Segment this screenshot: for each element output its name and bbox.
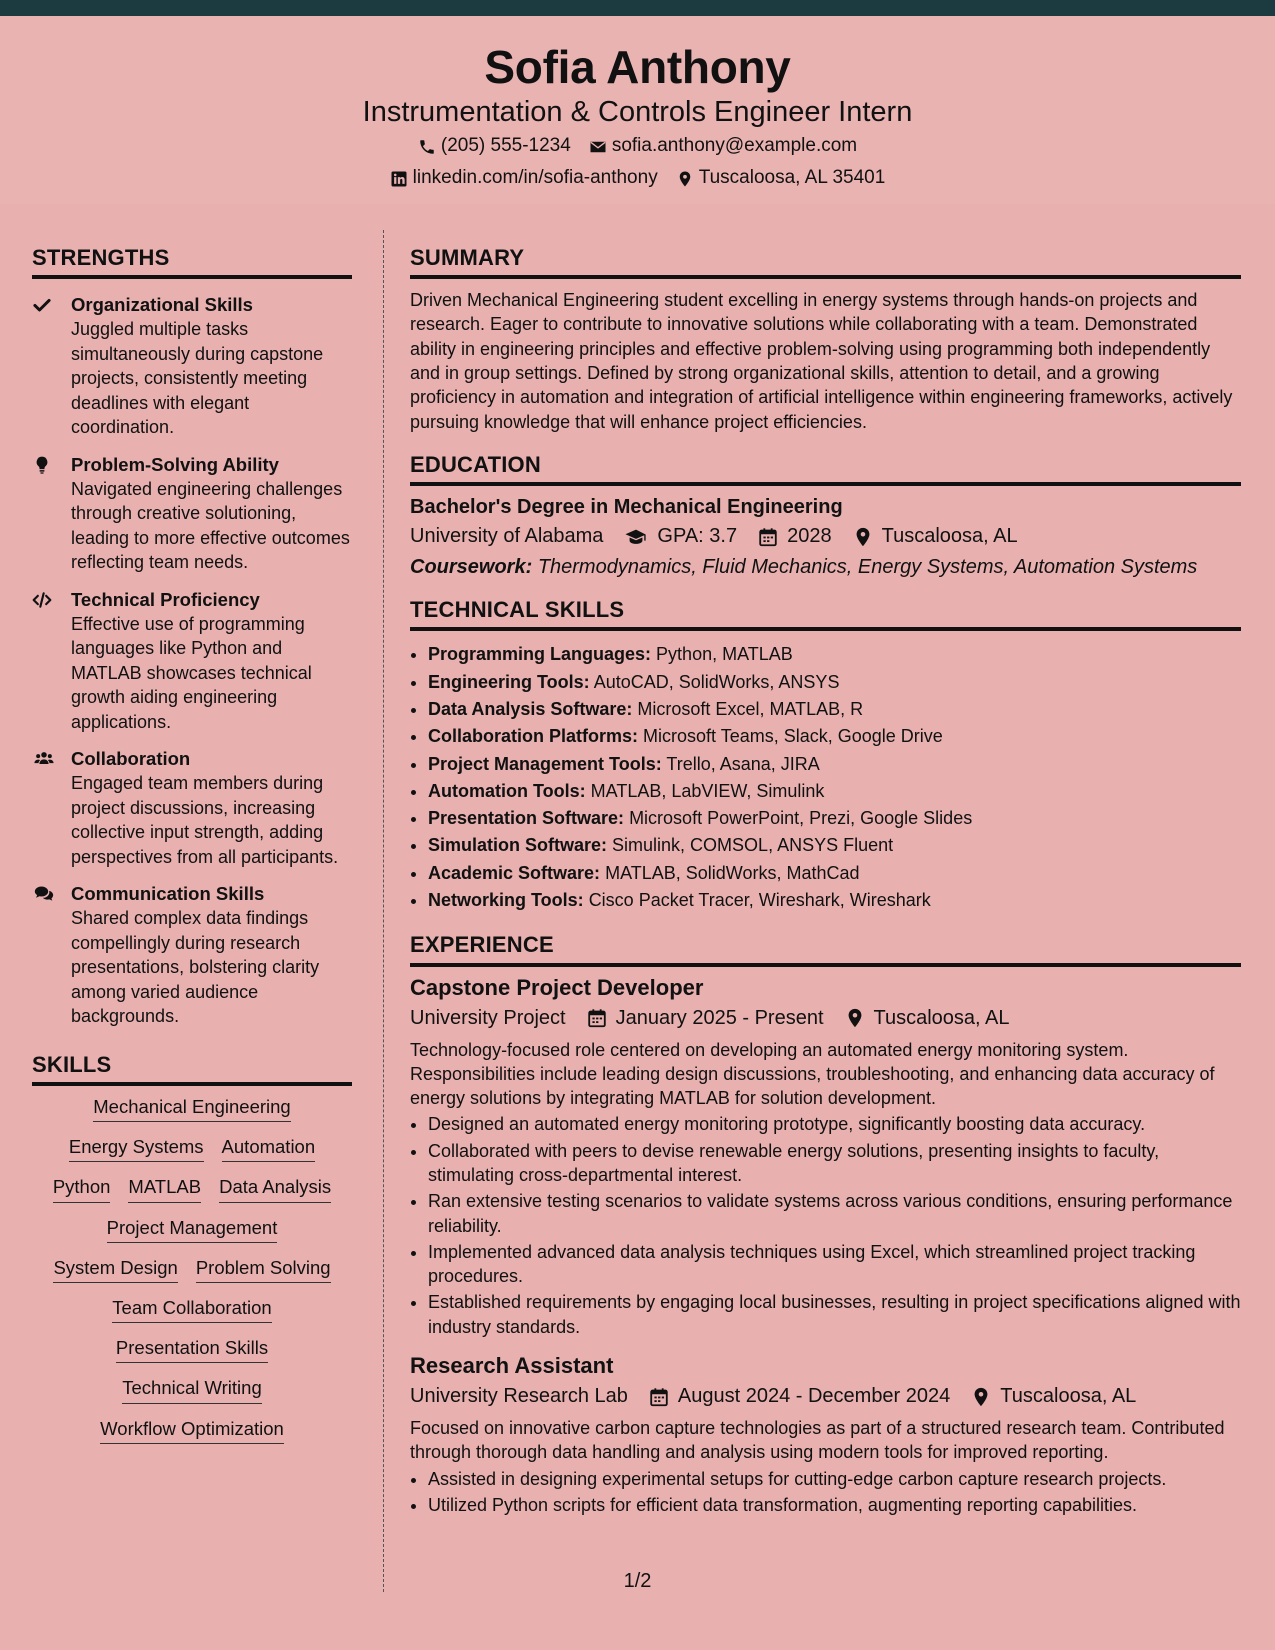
skill-tags: [32, 1096, 352, 1444]
candidate-title: Instrumentation & Controls Engineer Intern: [362, 95, 913, 128]
skill-tag: Problem Solving: [196, 1257, 331, 1283]
list-item: • Designed an automated energy monitoring prototype, significantly boosting data accuracy.: [428, 1112, 1241, 1136]
job-org: University Project: [410, 1006, 566, 1029]
candidate-name: Sofia Anthony: [484, 41, 791, 93]
calendar-icon: [586, 1007, 608, 1029]
list-item: • Academic Software: MATLAB, SolidWorks, MathCad: [428, 860, 1241, 887]
location-text: Tuscaloosa, AL 35401: [698, 167, 886, 189]
list-item: • Implemented advanced data analysis techniques using Excel, which streamlined project tracking procedures.: [428, 1240, 1241, 1289]
technical-skills-list: [410, 641, 1241, 914]
resume-header: [0, 16, 1275, 204]
list-item: • Project Management Tools: Trello, Asana, JIRA: [428, 751, 1241, 778]
strength-title: Technical Proficiency: [71, 588, 260, 610]
technical-skills-section: [410, 598, 1241, 914]
job-title: Research Assistant: [410, 1353, 614, 1379]
skill-tag: Data Analysis: [219, 1176, 331, 1202]
list-item: • Networking Tools: Cisco Packet Tracer, Wireshark, Wireshark: [428, 887, 1241, 914]
skill-tag: Mechanical Engineering: [93, 1096, 290, 1122]
grad-year: 2028: [787, 525, 832, 548]
map-pin-icon: [852, 526, 874, 548]
linkedin-icon: [390, 170, 408, 188]
strength-title: Communication Skills: [71, 883, 265, 905]
list-item: • Assisted in designing experimental setups for cutting-edge carbon capture research projects.: [428, 1467, 1241, 1491]
strength-item: [32, 882, 352, 1029]
phone-text: (205) 555-1234: [440, 135, 571, 157]
skill-tag: Energy Systems: [69, 1136, 204, 1162]
education-section: [410, 453, 1241, 579]
coursework-list: Thermodynamics, Fluid Mechanics, Energy Systems, Automation Systems: [537, 556, 1198, 579]
education-heading: EDUCATION: [410, 453, 1241, 486]
contact-row-1: [0, 135, 1275, 158]
skill-tag: Python: [53, 1176, 111, 1202]
strength-item: [32, 293, 352, 440]
list-item: • Automation Tools: MATLAB, LabVIEW, Simulink: [428, 778, 1241, 805]
page-number: 1/2: [623, 1570, 652, 1592]
list-item: • Collaboration Platforms: Microsoft Teams, Slack, Google Drive: [428, 723, 1241, 750]
skills-section: [32, 1053, 352, 1444]
calendar-icon: [757, 526, 779, 548]
location-contact: [676, 167, 886, 190]
comments-icon: [32, 884, 56, 904]
email-contact[interactable]: [589, 135, 857, 158]
list-item: • Engineering Tools: AutoCAD, SolidWorks, ANSYS: [428, 669, 1241, 696]
list-item: • Programming Languages: Python, MATLAB: [428, 641, 1241, 668]
strength-text: Navigated engineering challenges through creative solutioning, leading to more effective outcomes reflecting team needs.: [71, 478, 350, 573]
code-icon: [32, 590, 52, 610]
top-accent-bar: [0, 0, 1275, 16]
skill-tag: Technical Writing: [122, 1377, 262, 1403]
education-location: Tuscaloosa, AL: [881, 525, 1018, 548]
envelope-icon: [589, 138, 607, 156]
strengths-heading: STRENGTHS: [32, 246, 352, 279]
job-bullets: [410, 1467, 1241, 1518]
column-divider: [383, 230, 384, 1592]
strength-item: [32, 588, 352, 735]
right-column: [410, 246, 1241, 1517]
job-meta: [410, 1385, 1241, 1408]
check-icon: [32, 295, 52, 315]
strength-text: Engaged team members during project discussions, increasing collective input strength, adding perspectives from all participants.: [71, 773, 339, 867]
list-item: • Ran extensive testing scenarios to validate systems across various conditions, ensuring performance reliability.: [428, 1189, 1241, 1238]
linkedin-contact[interactable]: [390, 167, 658, 190]
skill-tag: Team Collaboration: [112, 1297, 271, 1323]
strength-title: Problem-Solving Ability: [71, 453, 279, 475]
phone-icon: [418, 138, 436, 156]
list-item: • Simulation Software: Simulink, COMSOL, ANSYS Fluent: [428, 832, 1241, 859]
strength-text: Juggled multiple tasks simultaneously during capstone projects, consistently meeting deadlines with elegant coordination.: [71, 319, 324, 438]
job-entry: [410, 975, 1241, 1340]
job-location: Tuscaloosa, AL: [1000, 1385, 1137, 1408]
strength-title: Collaboration: [71, 748, 191, 770]
job-location: Tuscaloosa, AL: [873, 1006, 1010, 1029]
degree-title: Bachelor's Degree in Mechanical Engineering: [410, 496, 843, 519]
skill-tag: Automation: [222, 1136, 316, 1162]
list-item: • Presentation Software: Microsoft PowerPoint, Prezi, Google Slides: [428, 805, 1241, 832]
experience-heading: EXPERIENCE: [410, 933, 1241, 966]
list-item: • Established requirements by engaging local businesses, resulting in project specifications aligned with industry standards.: [428, 1290, 1241, 1339]
job-dates: August 2024 - December 2024: [677, 1385, 951, 1408]
graduation-cap-icon: [623, 526, 649, 548]
linkedin-text: linkedin.com/in/sofia-anthony: [412, 167, 658, 189]
job-dates: January 2025 - Present: [615, 1006, 824, 1029]
users-icon: [32, 749, 56, 769]
left-column: [32, 246, 352, 1444]
job-title: Capstone Project Developer: [410, 974, 704, 1000]
list-item: • Utilized Python scripts for efficient data transformation, augmenting reporting capabilities.: [428, 1493, 1241, 1517]
email-text: sofia.anthony@example.com: [611, 135, 858, 157]
job-meta: [410, 1007, 1241, 1030]
strength-text: Shared complex data findings compellingly during research presentations, bolstering clarity among varied audience backgrounds.: [71, 908, 320, 1027]
coursework-label: Coursework:: [410, 556, 533, 579]
skills-heading: SKILLS: [32, 1053, 352, 1086]
lightbulb-icon: [32, 455, 52, 475]
skill-tag: Project Management: [107, 1217, 278, 1243]
map-pin-icon: [676, 170, 694, 188]
contact-row-2: [0, 167, 1275, 190]
job-entry: [410, 1353, 1241, 1517]
list-item: • Collaborated with peers to devise renewable energy solutions, presenting insights to faculty, stimulating cross-departmental interest.: [428, 1139, 1241, 1188]
job-description: Focused on innovative carbon capture technologies as part of a structured research team. Contributed through thorough data handling and analysis using modern tools for improved reporting.: [410, 1418, 1225, 1463]
education-meta: [410, 525, 1241, 548]
skill-tag: System Design: [53, 1257, 177, 1283]
job-org: University Research Lab: [410, 1385, 628, 1408]
list-item: • Data Analysis Software: Microsoft Excel, MATLAB, R: [428, 696, 1241, 723]
calendar-icon: [648, 1386, 670, 1408]
strength-item: [32, 747, 352, 869]
strength-text: Effective use of programming languages like Python and MATLAB showcases technical growth aiding engineering applications.: [71, 613, 312, 732]
summary-heading: SUMMARY: [410, 246, 1241, 279]
map-pin-icon: [844, 1007, 866, 1029]
strength-title: Organizational Skills: [71, 294, 253, 316]
gpa-text: GPA: 3.7: [657, 525, 738, 548]
job-bullets: [410, 1112, 1241, 1339]
skill-tag: Presentation Skills: [116, 1337, 268, 1363]
coursework: [410, 556, 1241, 579]
experience-section: [410, 933, 1241, 1517]
skill-tag: Workflow Optimization: [100, 1418, 284, 1444]
phone-contact: [418, 135, 571, 158]
map-pin-icon: [970, 1386, 992, 1408]
job-description: Technology-focused role centered on developing an automated energy monitoring system. Responsibilities include leading design discussions, troubleshooting, and enhancing data accuracy of energy solutions by integrating MATLAB for solution development.: [410, 1039, 1215, 1109]
summary-text: Driven Mechanical Engineering student excelling in energy systems through hands-on projects and research. Eager to contribute to innovative solutions while collaborating with a team. Demonstrated ability in engineering principles and effective problem-solving using programming both independently and in group settings. Defined by strong organizational skills, attention to detail, and a growing proficiency in automation and integration of artificial intelligence within engineering frameworks, actively pursuing knowledge that will enhance project efficiencies.: [410, 290, 1233, 432]
school-name: University of Alabama: [410, 525, 604, 548]
strength-item: [32, 453, 352, 575]
skill-tag: MATLAB: [128, 1176, 201, 1202]
technical-skills-heading: TECHNICAL SKILLS: [410, 598, 1241, 631]
